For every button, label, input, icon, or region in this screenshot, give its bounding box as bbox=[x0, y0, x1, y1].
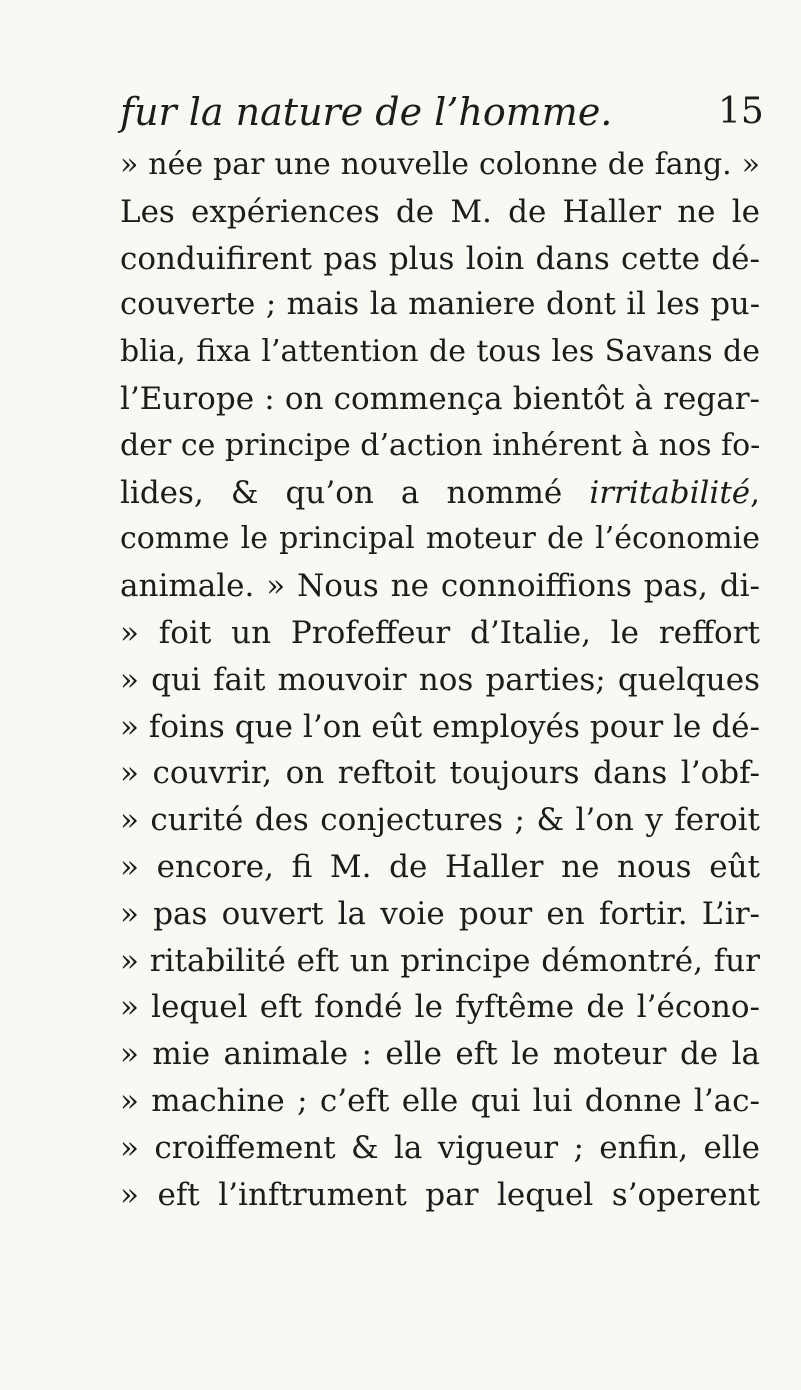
text-line: » ritabilité eft un principe démontré, fur bbox=[120, 942, 760, 979]
page-number: 15 bbox=[718, 91, 764, 132]
text-line: l’Europe : on commença bientôt à regar- bbox=[120, 380, 760, 417]
text-line: blia, fixa l’attention de tous les Savans de bbox=[120, 334, 760, 370]
text-line: » foit un Profeffeur d’Italie, le reffort bbox=[120, 614, 760, 651]
text-line: » croiffement & la vigueur ; enfin, elle bbox=[120, 1129, 760, 1166]
text-line: Les expériences de M. de Haller ne le bbox=[120, 193, 760, 230]
text-line: » curité des conjectures ; & l’on y feroit bbox=[120, 802, 760, 839]
text-line: » née par une nouvelle colonne de fang. » bbox=[120, 147, 760, 182]
italic-term: irritabilité bbox=[589, 474, 751, 511]
text-line: » eft l’inftrument par lequel s’operent bbox=[120, 1176, 760, 1213]
text-line: » machine ; c’eft elle qui lui donne l’ac- bbox=[120, 1082, 760, 1119]
text-line: comme le principal moteur de l’économie bbox=[120, 521, 760, 557]
text-line: » foins que l’on eût employés pour le dé- bbox=[120, 708, 760, 745]
text-line: der ce principe d’action inhérent à nos fo- bbox=[120, 427, 761, 463]
text-line: conduifirent pas plus loin dans cette dé- bbox=[120, 240, 760, 277]
running-title: fur la nature de l’homme. bbox=[120, 90, 613, 134]
body-text bbox=[120, 142, 760, 1218]
text-line: animale. » Nous ne connoiffions pas, di- bbox=[120, 568, 760, 605]
text-line: » pas ouvert la voie pour en fortir. L’ir- bbox=[120, 895, 760, 932]
text-line: lides, & qu’on a nommé irritabilité, bbox=[120, 474, 760, 511]
text-line: » qui fait mouvoir nos parties; quelques bbox=[120, 661, 760, 698]
text-line: » mie animale : elle eft le moteur de la bbox=[120, 1036, 760, 1073]
text-line: » encore, fi M. de Haller ne nous eût bbox=[120, 848, 760, 885]
running-head bbox=[0, 86, 801, 138]
text-line: » lequel eft fondé le fyftême de l’écono- bbox=[120, 989, 760, 1026]
text-line: » couvrir, on reftoit toujours dans l’obf- bbox=[120, 755, 760, 792]
text-line: couverte ; mais la maniere dont il les pu- bbox=[120, 287, 760, 323]
